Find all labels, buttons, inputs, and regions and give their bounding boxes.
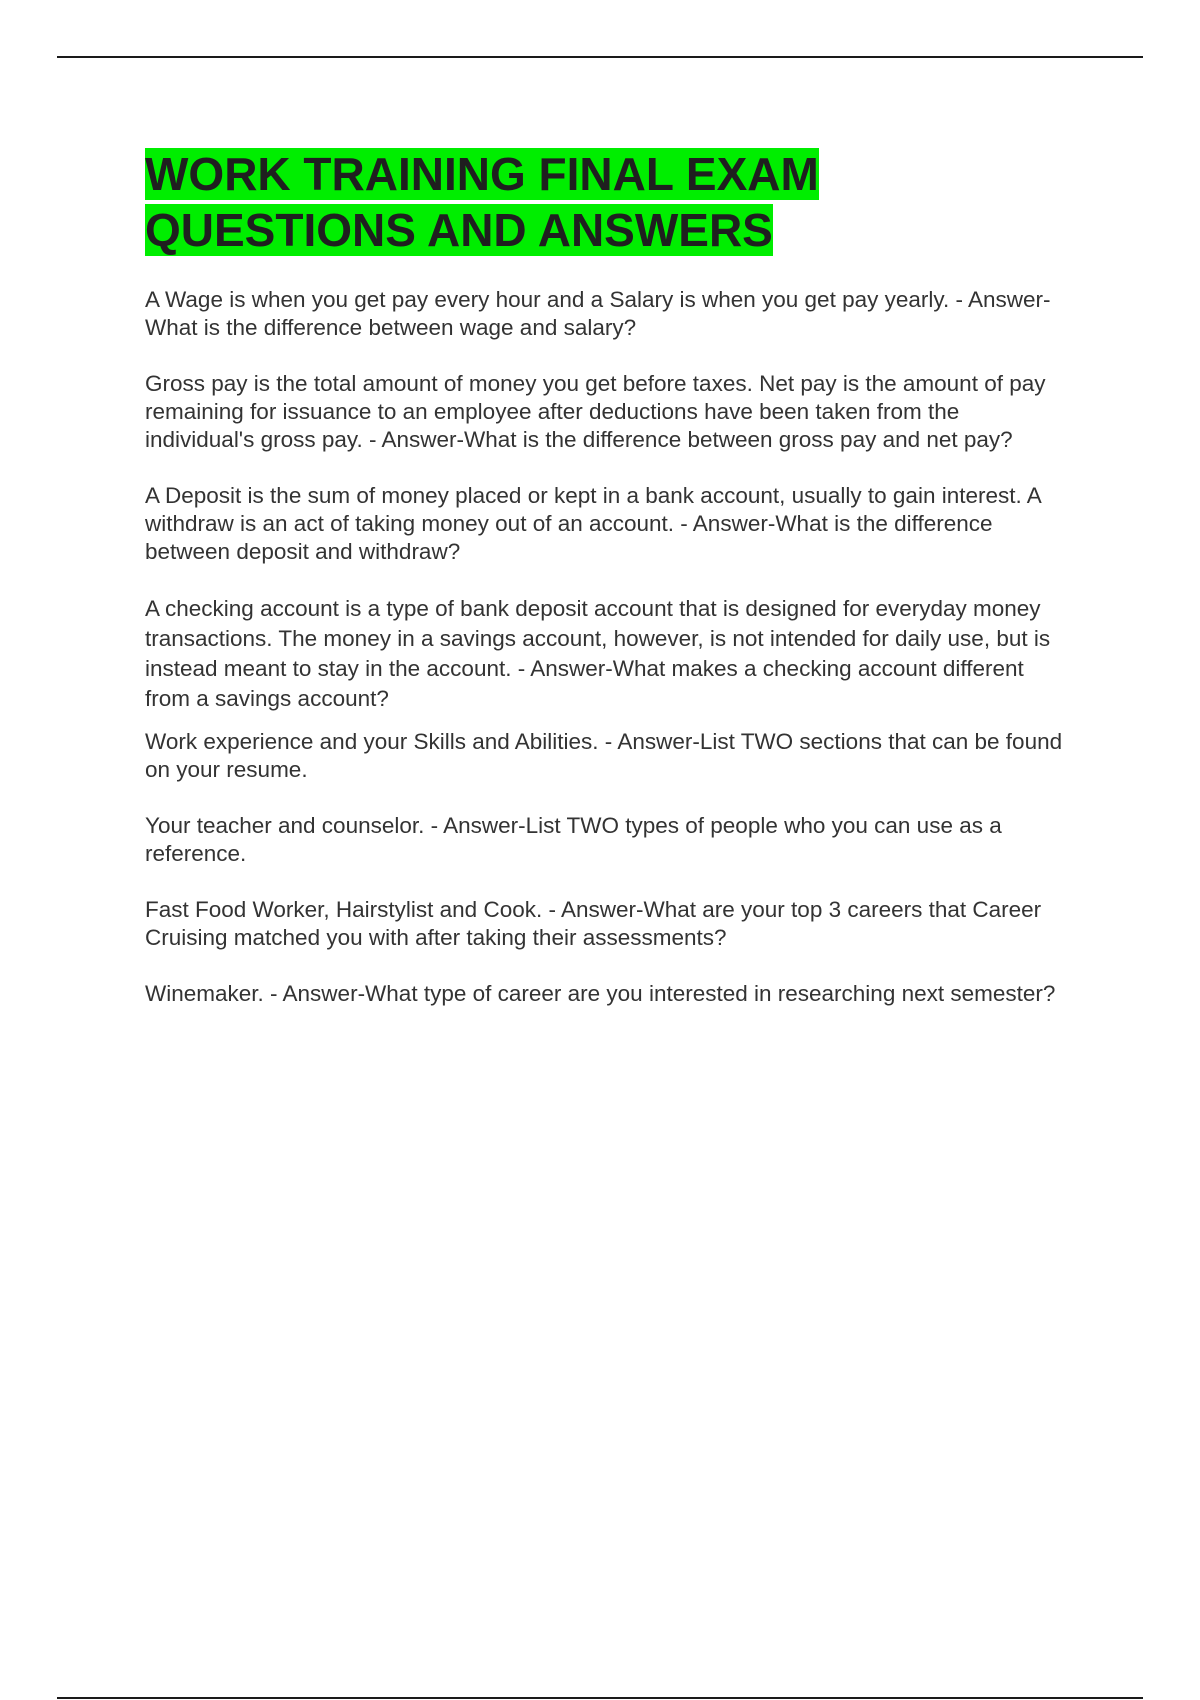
qa-item-next-career: Winemaker. - Answer-What type of career are you interested in researching next semester?: [145, 981, 1056, 1006]
top-divider: [57, 56, 1143, 58]
qa-item-deposit-withdraw: A Deposit is the sum of money placed or kept in a bank account, usually to gain interest. A withdraw is an act of taking money out of an account. - Answer-What is the difference between deposit and withdraw?: [145, 483, 1041, 564]
qa-item-top-careers: Fast Food Worker, Hairstylist and Cook. - Answer-What are your top 3 careers that Career Cruising matched you with after taking their assessments?: [145, 897, 1042, 950]
qa-item-wage-salary: A Wage is when you get pay every hour and a Salary is when you get pay yearly. - Answer-What is the difference between wage and salary?: [145, 287, 1051, 340]
title-line-1: WORK TRAINING FINAL EXAM: [145, 148, 819, 200]
qa-item-references: Your teacher and counselor. - Answer-List TWO types of people who you can use as a reference.: [145, 813, 1002, 866]
qa-item-resume-sections: Work experience and your Skills and Abilities. - Answer-List TWO sections that can be found on your resume.: [145, 729, 1063, 782]
qa-item-checking-savings: A checking account is a type of bank deposit account that is designed for everyday money transactions. The money in a savings account, however, is not intended for daily use, but is instead meant to stay in the account. - Answer-What makes a checking account different from a savings account?: [145, 596, 1051, 711]
page-title: [145, 146, 1065, 258]
qa-item-gross-net-pay: Gross pay is the total amount of money you get before taxes. Net pay is the amount of pay remaining for issuance to an employee after deductions have been taken from the individual's gross pay. - Answer-What is the difference between gross pay and net pay?: [145, 371, 1046, 452]
bottom-divider: [57, 1697, 1143, 1699]
title-line-2: QUESTIONS AND ANSWERS: [145, 204, 773, 256]
document-body: [145, 146, 1065, 1036]
